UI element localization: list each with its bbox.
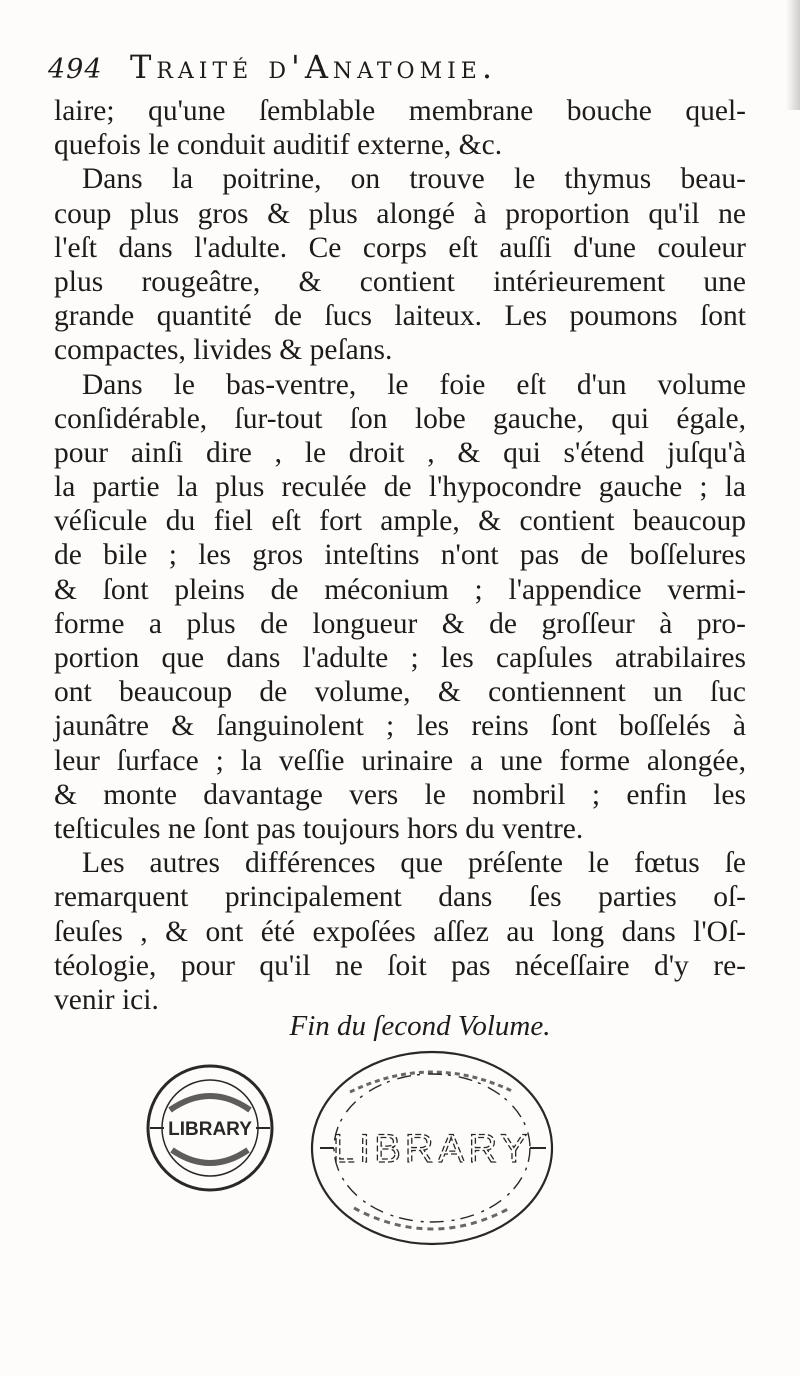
- text-line: venir ici.: [54, 983, 159, 1016]
- stamp-right-label: LIBRARY: [332, 1127, 532, 1171]
- text-line: Les autres différences que préſente le fœtus ſe: [82, 847, 746, 880]
- body-text: [54, 94, 746, 1017]
- page-header: [48, 48, 748, 92]
- running-title: Traité d'Anatomie.: [130, 48, 498, 86]
- text-line: l'eſt dans l'adulte. Ce corps eſt auſſi d'une couleur: [54, 231, 746, 264]
- library-stamp-right: [298, 1044, 782, 1254]
- text-line: ſeuſes , & ont été expoſées aſſez au long dans l'Oſ-: [54, 915, 746, 948]
- volume-end-note: Fin du ſecond Volume.: [289, 1010, 551, 1042]
- text-line: teſticules ne ſont pas toujours hors du ventre.: [54, 812, 584, 845]
- text-line: la partie la plus reculée de l'hypocondre gauche ; la: [54, 471, 746, 504]
- text-line: Dans la poitrine, on trouve le thymus beau-: [82, 163, 746, 196]
- text-line: compactes, livides & peſans.: [54, 334, 393, 367]
- text-line: remarquent principalement dans ſes parties oſ-: [54, 881, 746, 914]
- page-edge-shadow: [786, 0, 800, 110]
- text-line: téologie, pour qu'il ne ſoit pas néceſſaire d'y re-: [54, 949, 746, 982]
- text-line: & monte davantage vers le nombril ; enfin les: [54, 778, 746, 811]
- text-line: véſicule du fiel eſt fort ample, & contient beaucoup: [54, 505, 746, 538]
- text-line: forme a plus de longueur & de groſſeur à pro-: [54, 607, 746, 640]
- library-stamp-left: [144, 1062, 276, 1194]
- text-line: quefois le conduit auditif externe, &c.: [54, 129, 503, 162]
- text-line: de bile ; les gros inteſtins n'ont pas de boſſelures: [54, 539, 746, 572]
- text-line: & ſont pleins de méconium ; l'appendice vermi-: [54, 573, 746, 606]
- stamp-left-label: LIBRARY: [168, 1119, 252, 1140]
- page-number: 494: [48, 54, 103, 85]
- text-line: Dans le bas-ventre, le foie eſt d'un volume: [82, 368, 746, 401]
- text-line: conſidérable, ſur-tout ſon lobe gauche, qui égale,: [54, 402, 746, 435]
- text-line: laire; qu'une ſemblable membrane bouche quel-: [54, 95, 746, 127]
- text-line: grande quantité de ſucs laiteux. Les poumons ſont: [54, 300, 746, 333]
- text-line: jaunâtre & ſanguinolent ; les reins ſont boſſelés à: [54, 710, 746, 743]
- text-line: portion que dans l'adulte ; les capſules atrabilaires: [54, 642, 746, 674]
- text-line: coup plus gros & plus alongé à proportion qu'il ne: [54, 197, 746, 230]
- text-line: pour ainſi dire , le droit , & qui s'étend juſqu'à: [54, 436, 746, 469]
- text-line: ont beaucoup de volume, & contiennent un ſuc: [54, 676, 746, 709]
- text-line: leur ſurface ; la veſſie urinaire a une forme alongée,: [54, 744, 746, 777]
- text-line: plus rougeâtre, & contient intérieurement une: [54, 265, 746, 298]
